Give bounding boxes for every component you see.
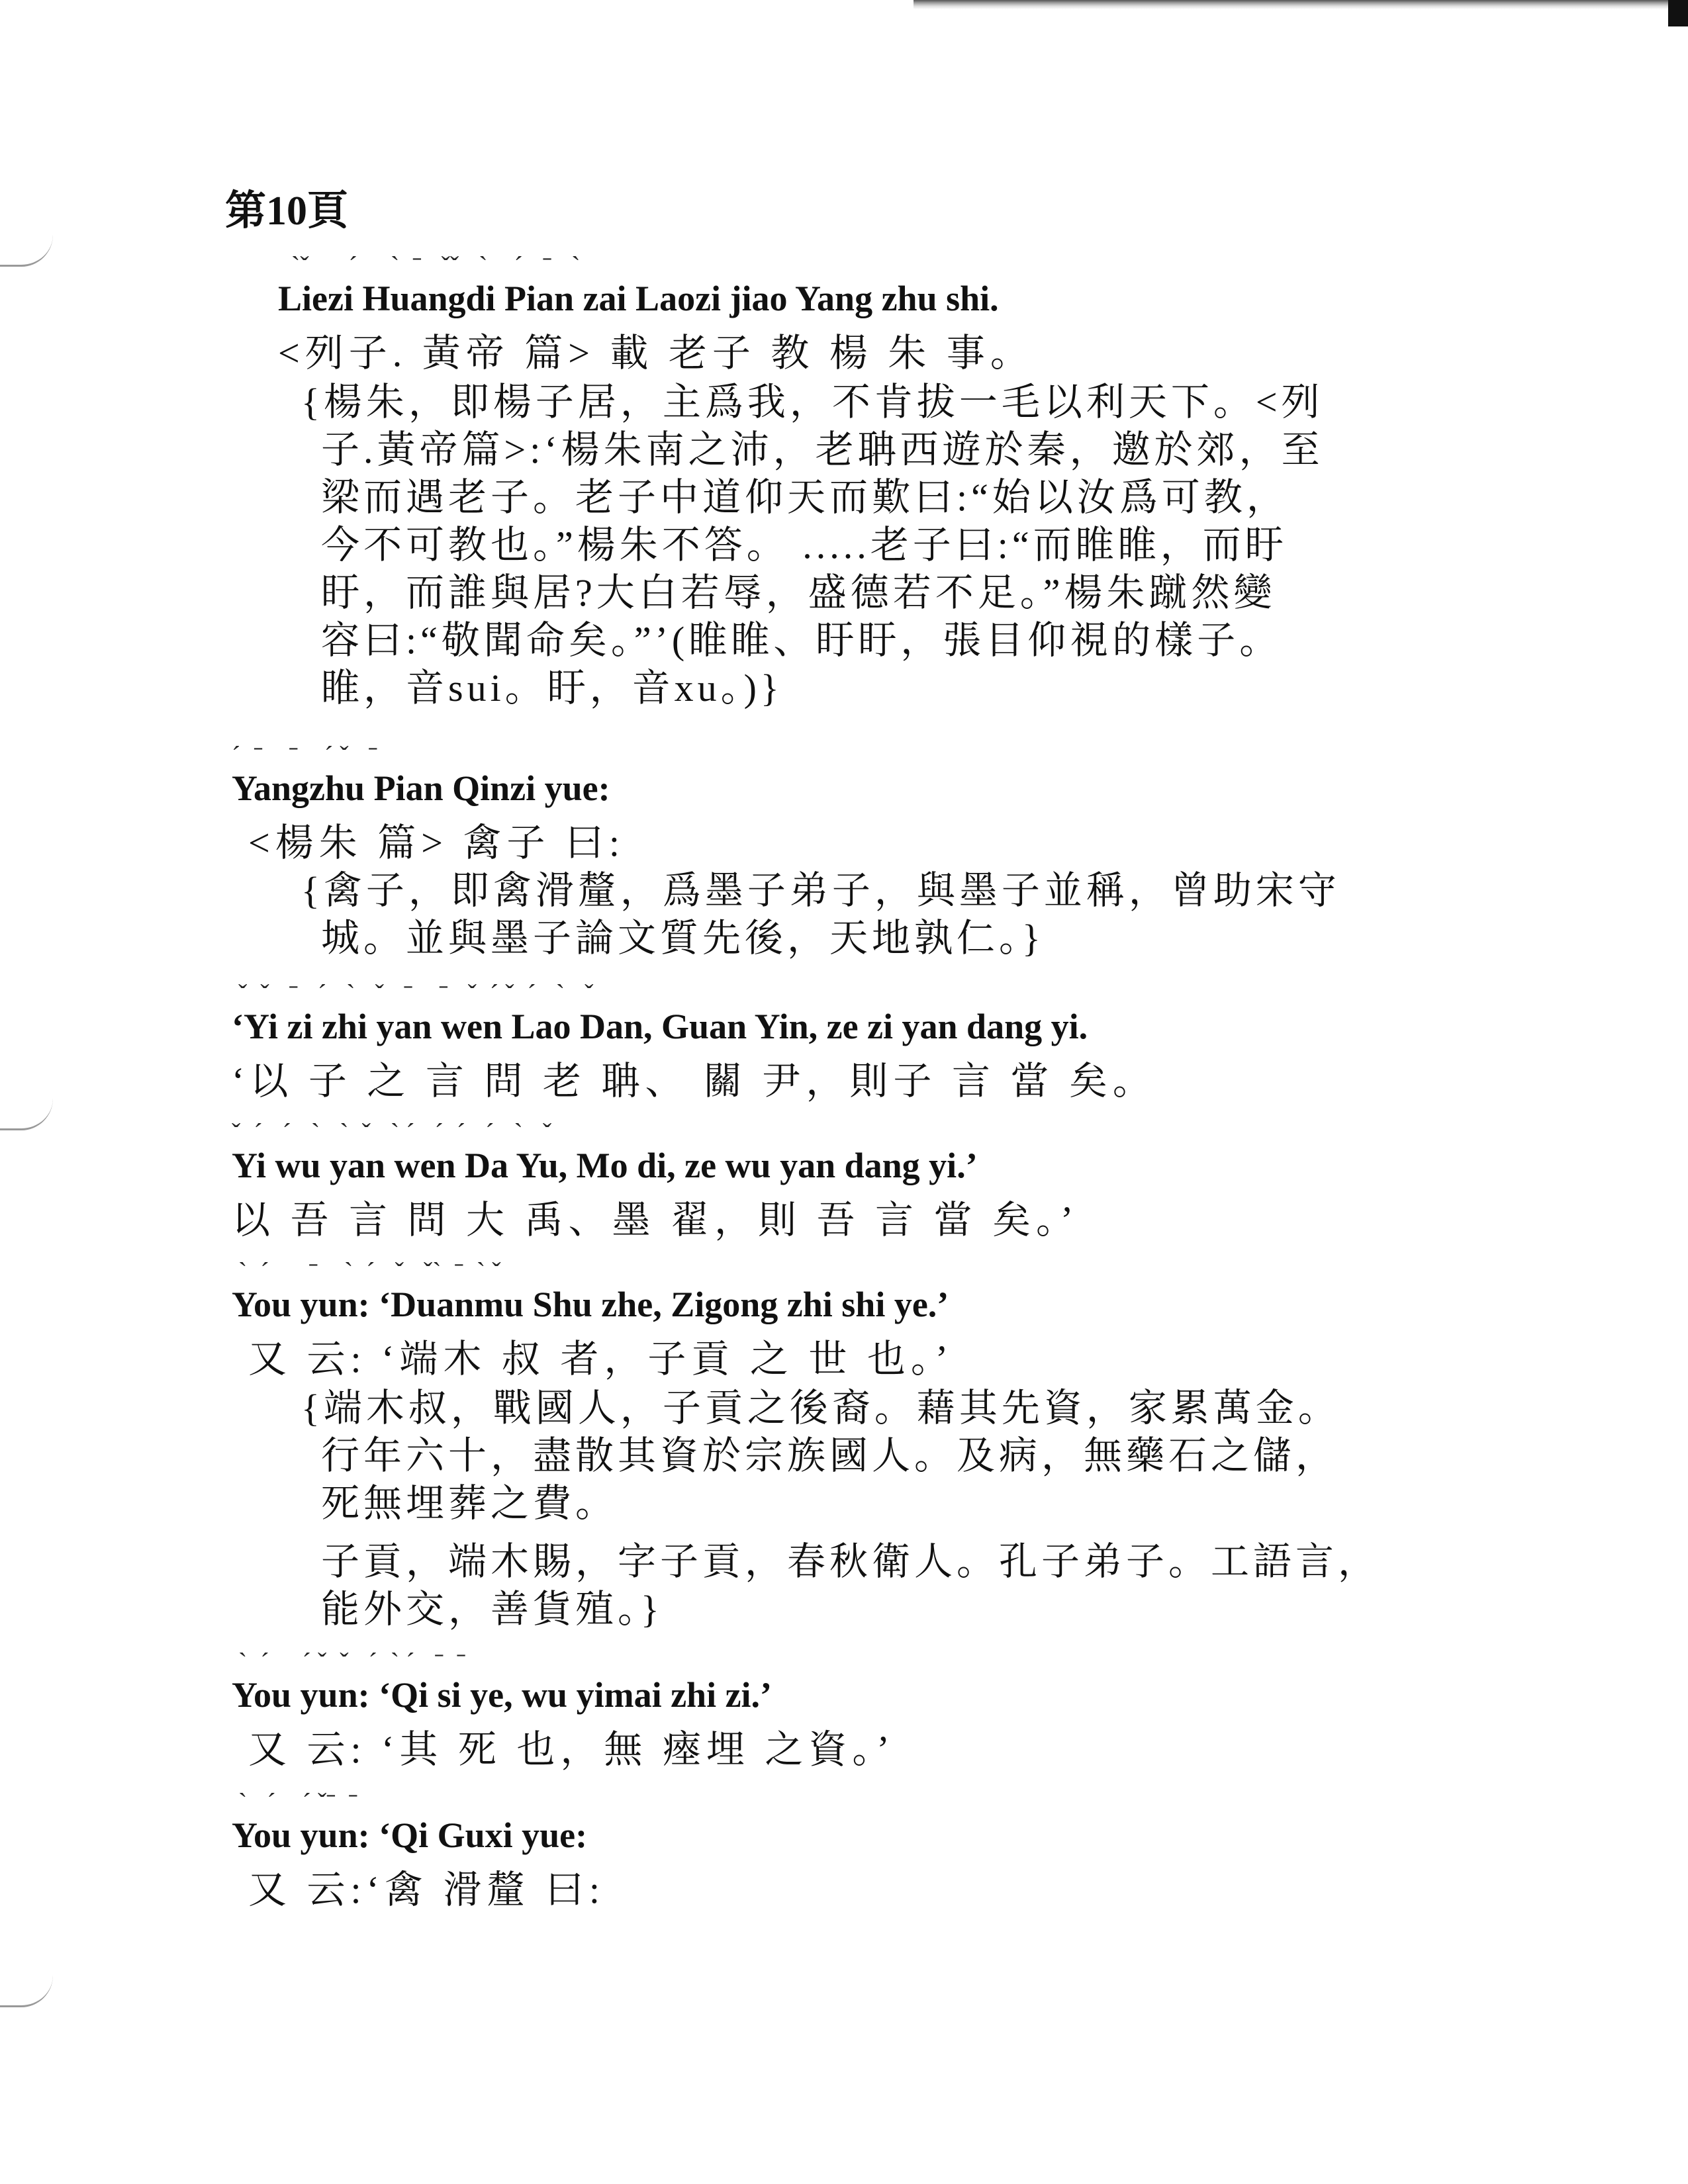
binder-hole-mark [0,1099,53,1130]
romanization-line: You yun: ‘Qi si ye, wu yimai zhi zi.’ [232,1675,773,1715]
tone-marks: ˋ ˊ ˊ ˇ ˇ ˊ ˋ ˊ ˉ ˉ [232,1647,466,1677]
annotation-line: 子.黃帝篇>:‘楊朱南之沛，老聃西遊於秦，邀於郊，至 [321,428,1324,471]
annotation-line: 能外交，善貨殖。} [321,1588,663,1631]
chinese-line: 又 云:‘禽 滑釐 曰: [248,1868,606,1911]
chinese-line: 又 云: ‘端木 叔 者，子貢 之 世 也。’ [248,1338,954,1381]
annotation-line: 子貢，端木賜，字子貢，春秋衛人。孔子弟子。工語言， [321,1540,1381,1583]
tone-marks: ˇ ˇ ˉ ˊ ˋ ˇ ˉ ˉ ˇ ˊ ˇ ˊ ˋ ˇ [232,979,594,1009]
annotation-line: {端木叔，戰國人，子貢之後裔。藉其先資，家累萬金。 [301,1387,1340,1430]
annotation-line: 行年六十，盡散其資於宗族國人。及病，無藥石之儲， [321,1434,1338,1477]
annotation-line: 盱，而誰與居?大白若辱，盛德若不足。”楊朱蹴然變 [321,571,1276,614]
romanization-line: You yun: ‘Duanmu Shu zhe, Zigong zhi shi ye.’ [232,1285,949,1324]
chinese-line: <列子. 黃帝 篇> 載 老子 教 楊 朱 事。 [278,332,1034,375]
annotation-line: {楊朱，即楊子居，主爲我，不肯拔一毛以利天下。<列 [301,381,1324,424]
annotation-line: 死無埋葬之費。 [321,1482,618,1525]
page-number: 第10頁 [225,189,349,234]
tone-marks: ˋ ˊ ˉ ˋ ˊ ˇ ˇˋ ˉ ˋ ˇ [232,1257,501,1287]
annotation-line: 容曰:“敬聞命矣。”’(睢睢、盱盱，張目仰視的樣子。 [321,619,1282,662]
scan-corner [1668,0,1688,26]
chinese-line: <楊朱 篇> 禽子 曰: [248,821,626,864]
scan-edge [914,0,1688,9]
romanization-line: You yun: ‘Qi Guxi yue: [232,1815,588,1855]
annotation-line: 今不可教也。”楊朱不答。 .....老子曰:“而睢睢，而盱 [321,523,1288,567]
tone-marks: ˊ ˉ ˉ ˊ ˇ ˉ [232,741,377,770]
annotation-line: 梁而遇老子。老子中道仰天而歎曰:“始以汝爲可教， [321,476,1289,519]
tone-marks: ˋ ˊ ˊ ˇˉ ˉ [232,1788,357,1817]
romanization-line: Liezi Huangdi Pian zai Laozi jiao Yang zhu shi. [278,279,999,318]
chinese-line: ‘以 子 之 言 問 老 聃、 關 尹，則子 言 當 矣。 [232,1060,1156,1103]
annotation-line: 睢，音sui。盱，音xu。)} [321,666,783,709]
romanization-line: Yi wu yan wen Da Yu, Mo di, ze wu yan dang yi.’ [232,1146,978,1185]
annotation-line: {禽子，即禽滑釐，爲墨子弟子，與墨子並稱，曾助宋守 [301,869,1340,912]
chinese-line: 以 吾 言 問 大 禹、墨 翟，則 吾 言 當 矣。’ [232,1199,1079,1242]
chinese-line: 又 云: ‘其 死 也，無 瘞埋 之資。’ [248,1728,895,1771]
romanization-line: Yangzhu Pian Qinzi yue: [232,768,610,808]
tone-marks: ˋˇ ˊ ˋ ˉ ˇˇ ˋ ˊ ˉ ˋ [278,251,581,281]
binder-hole-mark [0,1976,53,2007]
annotation-line: 城。並與墨子論文質先後，天地孰仁。} [321,917,1045,960]
romanization-line: ‘Yi zi zhi yan wen Lao Dan, Guan Yin, ze zi yan dang yi. [232,1007,1088,1046]
tone-marks: ˇ ˊ ˊ ˋ ˋ ˇ ˋ ˊ ˊ ˊ ˊ ˋ ˇ [232,1118,552,1148]
binder-hole-mark [0,235,53,267]
